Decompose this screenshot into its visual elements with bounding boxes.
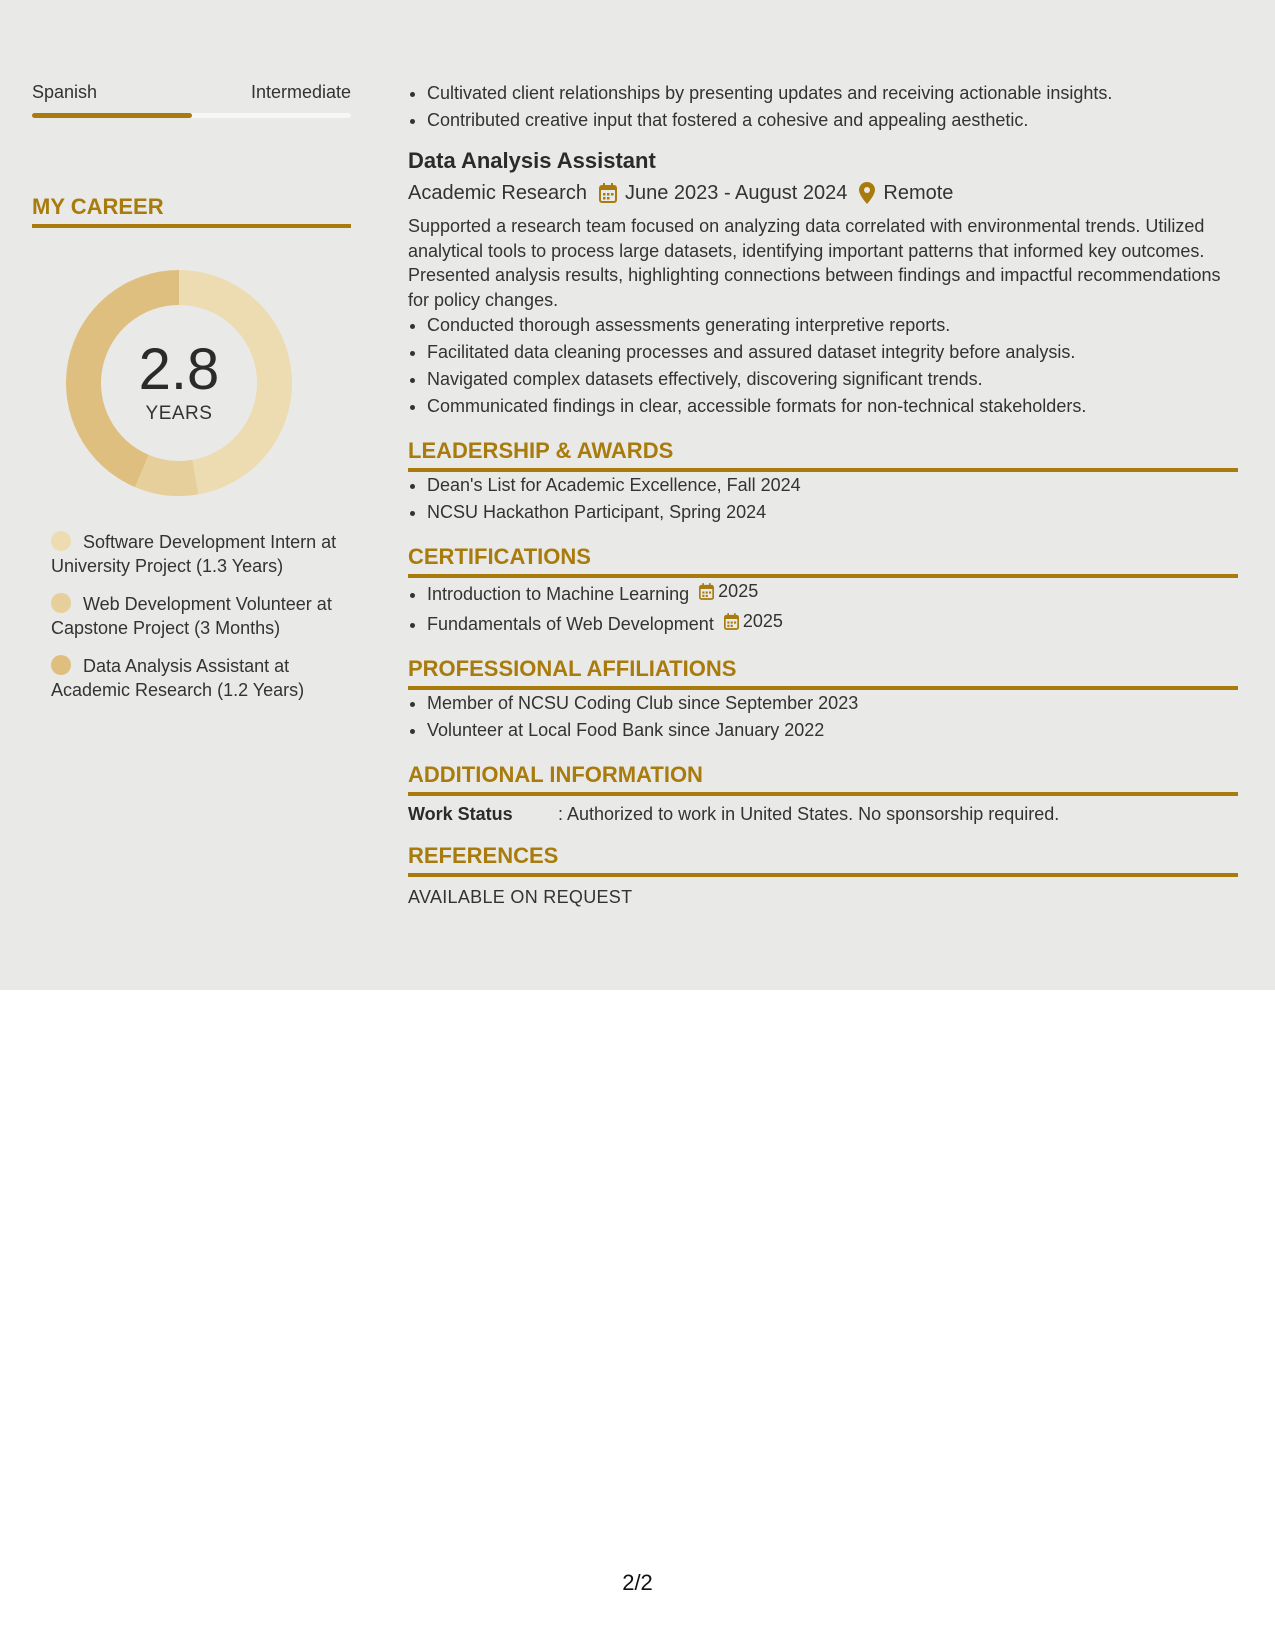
- language-row: [32, 82, 351, 103]
- list-item: • Navigated complex datasets effectively, discovering significant trends.: [427, 366, 1238, 393]
- work-status-value: : Authorized to work in United States. No sponsorship required.: [558, 804, 1060, 824]
- legend-label: Software Development Intern at University Project (1.3 Years): [51, 532, 337, 576]
- language-name: Spanish: [32, 82, 98, 102]
- career-legend: [51, 530, 341, 702]
- list-item: • Communicated findings in clear, accessible formats for non-technical stakeholders.: [427, 393, 1238, 420]
- legend-item: [51, 530, 341, 578]
- job-title: Data Analysis Assistant: [408, 148, 656, 173]
- calendar-icon: [724, 613, 739, 630]
- list-item: • Facilitated data cleaning processes and assured dataset integrity before analysis.: [427, 339, 1238, 366]
- certification-name: Fundamentals of Web Development: [427, 614, 714, 634]
- legend-label: Web Development Volunteer at Capstone Project (3 Months): [51, 594, 332, 638]
- list-item: • NCSU Hackathon Participant, Spring 2024: [427, 499, 1238, 526]
- certification-date: [699, 578, 758, 605]
- list-item: • Dean's List for Academic Excellence, Fall 2024: [427, 472, 1238, 499]
- legend-item: [51, 654, 341, 702]
- language-proficiency-fill: [32, 113, 192, 118]
- legend-dot: [51, 593, 71, 613]
- additional-info-heading: ADDITIONAL INFORMATION: [408, 760, 1238, 796]
- list-item: • Cultivated client relationships by presenting updates and receiving actionable insights.: [427, 80, 1238, 107]
- certification-year: 2025: [718, 581, 759, 601]
- list-item: [427, 578, 1238, 608]
- legend-dot: [51, 655, 71, 675]
- references-heading: REFERENCES: [408, 841, 1238, 877]
- job-meta: [408, 178, 1238, 208]
- left-column: [32, 82, 351, 716]
- job-description: Supported a research team focused on analyzing data correlated with environmental trends. Utilized analytical tools to process large datasets, identifying important patterns that informed key outcomes. Presented analysis results, highlighting connections between findings and impactful recommendations for policy changes.: [408, 216, 1221, 310]
- job-dates: June 2023 - August 2024: [624, 182, 848, 204]
- right-column: [408, 80, 1238, 908]
- legend-dot: [51, 531, 71, 551]
- certifications-heading: CERTIFICATIONS: [408, 542, 1238, 578]
- references-text: AVAILABLE ON REQUEST: [408, 887, 633, 907]
- affiliations-heading: PROFESSIONAL AFFILIATIONS: [408, 654, 1238, 690]
- leadership-heading: LEADERSHIP & AWARDS: [408, 436, 1238, 472]
- job-location: Remote: [883, 182, 954, 204]
- list-item: [427, 608, 1238, 638]
- leadership-list: [408, 472, 1238, 526]
- work-status-row: [408, 804, 1238, 825]
- map-pin-icon: [859, 182, 875, 204]
- work-status-label: Work Status: [408, 804, 513, 824]
- career-heading: MY CAREER: [32, 194, 351, 228]
- career-total-unit: YEARS: [145, 403, 213, 424]
- list-item: • Contributed creative input that fostered a cohesive and appealing aesthetic.: [427, 107, 1238, 134]
- legend-item: [51, 592, 341, 640]
- certifications-list: [408, 578, 1238, 638]
- language-level: Intermediate: [250, 82, 351, 102]
- language-proficiency-bar: [32, 113, 351, 118]
- list-item: • Conducted thorough assessments generating interpretive reports.: [427, 312, 1238, 339]
- job-company: Academic Research: [408, 182, 587, 204]
- calendar-icon: [599, 183, 617, 203]
- certification-date: [724, 608, 783, 635]
- donut-center: [66, 270, 292, 496]
- legend-label: Data Analysis Assistant at Academic Research (1.2 Years): [51, 656, 305, 700]
- job-bullets: [408, 312, 1238, 420]
- calendar-icon: [699, 583, 714, 600]
- page-number: 2/2: [622, 1570, 653, 1595]
- certification-name: Introduction to Machine Learning: [427, 584, 690, 604]
- list-item: • Member of NCSU Coding Club since September 2023: [427, 690, 1238, 717]
- affiliations-list: [408, 690, 1238, 744]
- certification-year: 2025: [742, 611, 783, 631]
- list-item: • Volunteer at Local Food Bank since January 2022: [427, 717, 1238, 744]
- career-total-value: 2.8: [138, 337, 220, 402]
- career-donut-chart: [66, 270, 292, 496]
- previous-job-bullets: [408, 80, 1238, 134]
